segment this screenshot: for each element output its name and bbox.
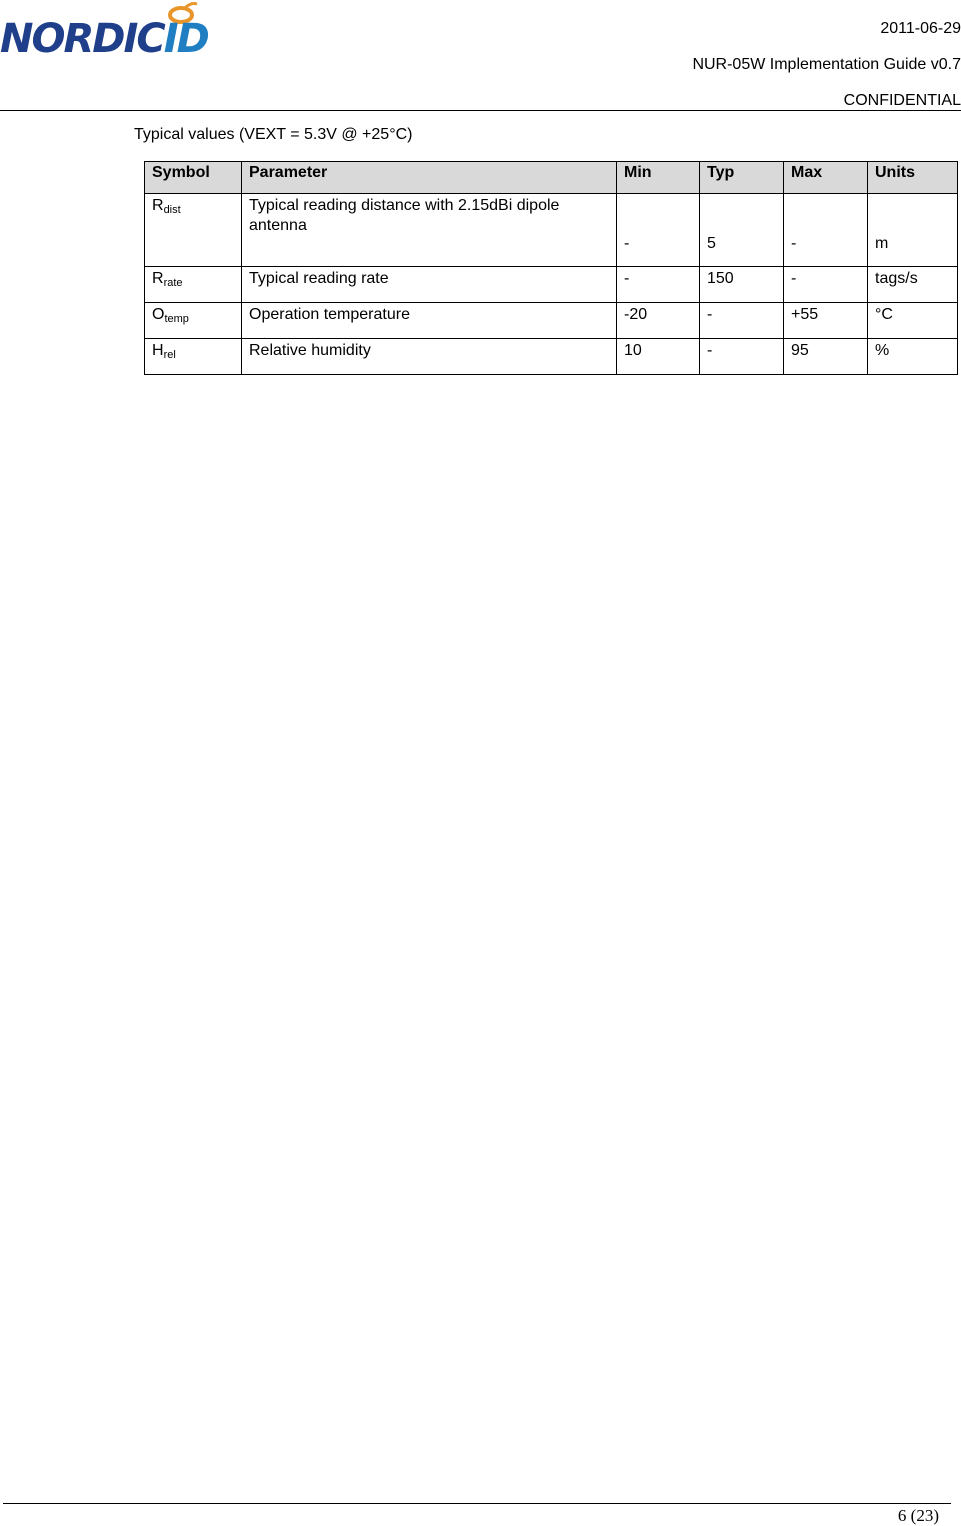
footer-divider [3, 1503, 951, 1504]
cell-units: tags/s [868, 267, 958, 303]
cell-units: % [868, 339, 958, 375]
table-row [145, 339, 958, 375]
cell-symbol: $H_{rel}$ [145, 339, 242, 375]
cell-min: - [617, 267, 700, 303]
header-typ: Typ [700, 162, 784, 194]
cell-parameter: Relative humidity [242, 339, 617, 375]
cell-units: °C [868, 303, 958, 339]
cell-max: +55 [784, 303, 868, 339]
cell-parameter: Typical reading rate [242, 267, 617, 303]
cell-parameter: Typical reading distance with 2.15dBi dipole antenna [242, 194, 617, 267]
cell-symbol: $R_{rate}$ [145, 267, 242, 303]
table-row [145, 267, 958, 303]
typical-values-table [144, 161, 958, 375]
document-classification: CONFIDENTIAL [843, 92, 961, 109]
document-title: NUR-05W Implementation Guide v0.7 [692, 56, 961, 73]
document-date: 2011-06-29 [880, 20, 961, 37]
cell-min: - [617, 194, 700, 267]
cell-typ: 5 [700, 194, 784, 267]
table-row [145, 303, 958, 339]
cell-units: m [868, 194, 958, 267]
header-divider [0, 110, 961, 111]
cell-typ: - [700, 303, 784, 339]
table-header-row [145, 162, 958, 194]
logo-wordmark: NORDICID [0, 16, 208, 62]
page-number: 6 (23) [897, 1506, 939, 1525]
cell-max: - [784, 194, 868, 267]
cell-max: 95 [784, 339, 868, 375]
cell-typ: - [700, 339, 784, 375]
header-parameter: Parameter [242, 162, 617, 194]
cell-max: - [784, 267, 868, 303]
header-min: Min [617, 162, 700, 194]
cell-min: 10 [617, 339, 700, 375]
header-symbol: Symbol [145, 162, 242, 194]
cell-parameter: Operation temperature [242, 303, 617, 339]
cell-min: -20 [617, 303, 700, 339]
header-max: Max [784, 162, 868, 194]
table-row [145, 194, 958, 267]
nordicid-logo [0, 0, 228, 66]
cell-symbol: $O_{temp}$ [145, 303, 242, 339]
cell-typ: 150 [700, 267, 784, 303]
header-units: Units [868, 162, 958, 194]
table-caption: Typical values (VEXT = 5.3V @ +25°C) [134, 126, 413, 143]
cell-symbol: $R_{dist}$ [145, 194, 242, 267]
